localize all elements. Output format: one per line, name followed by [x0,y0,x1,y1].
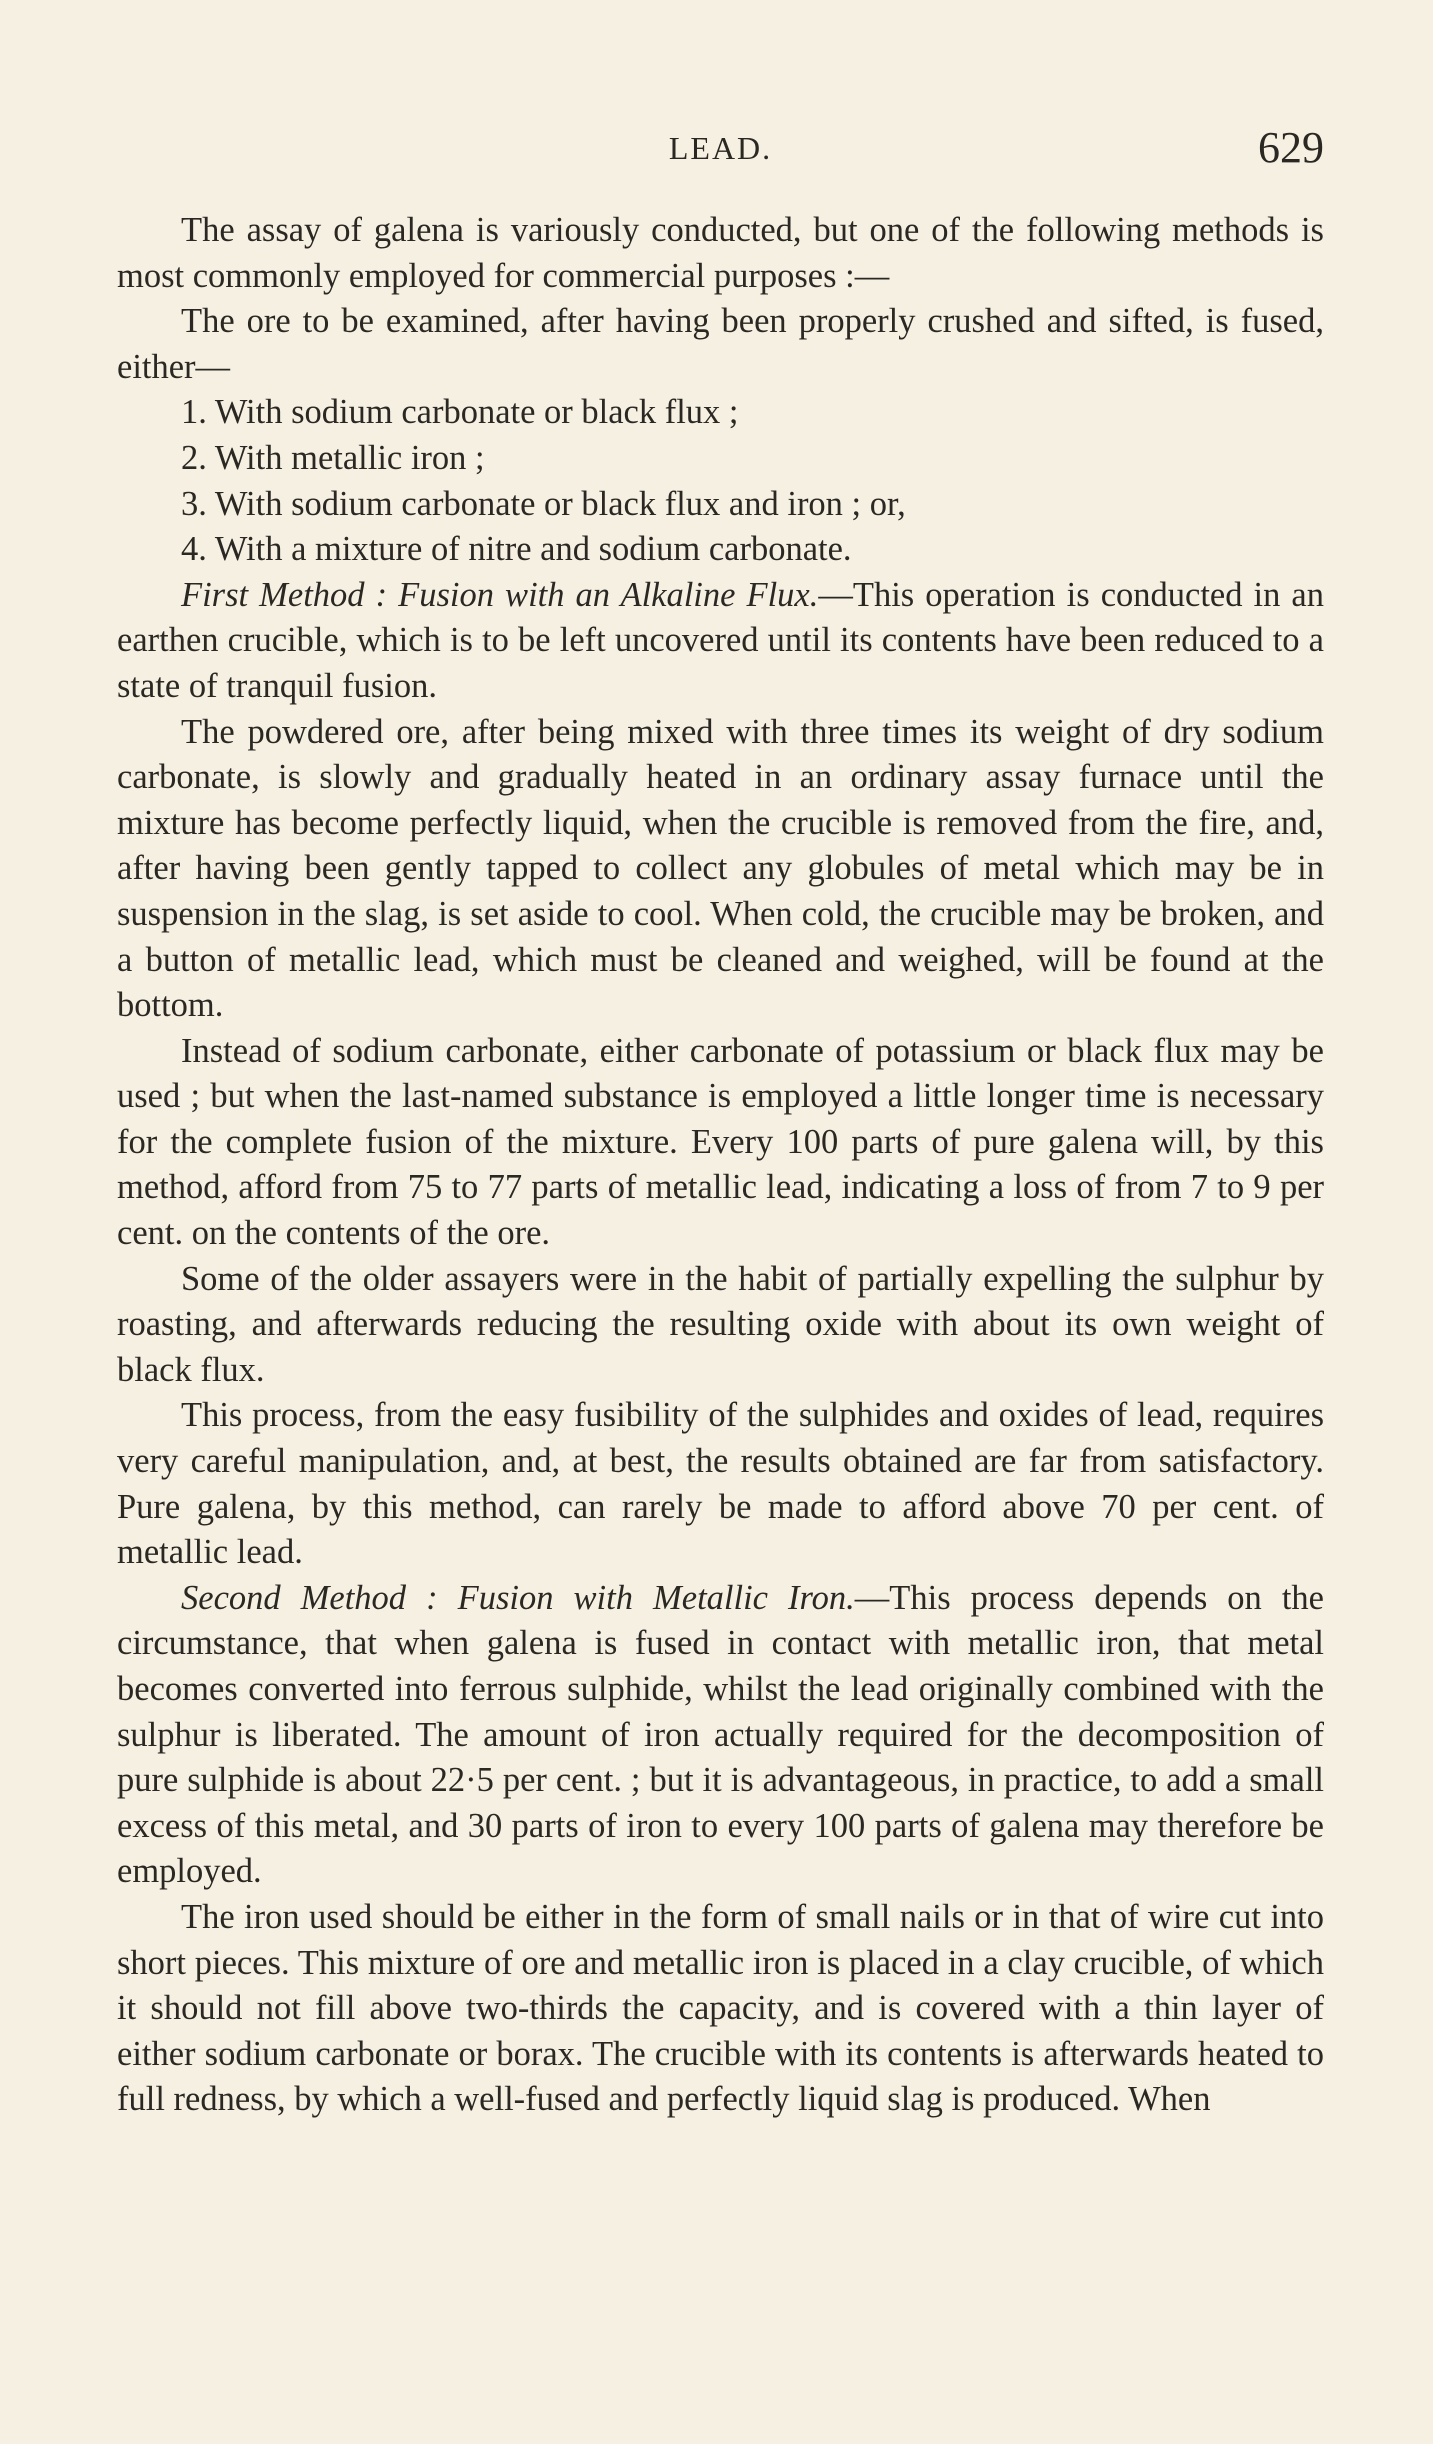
running-head: LEAD. [668,130,773,166]
paragraph [117,573,1324,710]
paragraph-text: —This operation is conducted in an earthen crucible, which is to be left uncovered until its contents have been reduced to a state of tranquil fusion. [117,575,1324,705]
list-item: 3. With sodium carbonate or black flux and iron ; or, [181,484,906,523]
page-header [117,123,1324,190]
paragraph [117,1576,1324,1895]
paragraph: Instead of sodium carbonate, either carbonate of potassium or black flux may be used ; but when the last-named substance is employed a little longer time is necessary for the complete fusion of the mixture. Every 100 parts of pure galena will, by this method, afford from 75 to 77 parts of metallic lead, indicating a loss of from 7 to 9 per cent. on the contents of the ore. [117,1031,1324,1253]
list-item: 1. With sodium carbonate or black flux ; [181,393,739,432]
paragraph: The powdered ore, after being mixed with three times its weight of dry sodium carbonate, is slowly and gradually heated in an ordinary assay furnace until the mixture has become perfectly liquid, when the crucible is removed from the fire, and, after having been gently tapped to collect any globules of metal which may be in suspension in the slag, is set aside to cool. When cold, the crucible may be broken, and a button of metallic lead, which must be cleaned and weighed, will be found at the bottom. [117,712,1324,1025]
paragraph: This process, from the easy fusibility of the sulphides and oxides of lead, requires very careful manipulation, and, at best, the results obtained are far from satisfactory. Pure galena, by this method, can rarely be made to afford above 70 per cent. of metallic lead. [117,1396,1324,1572]
list-item: 2. With metallic iron ; [181,438,485,477]
paragraph: The assay of galena is variously conducted, but one of the following methods is most commonly employed for commercial purposes :— [117,211,1324,295]
section-heading: Second Method : Fusion with Metallic Iron. [181,1578,855,1617]
page-number: 629 [1258,123,1324,172]
paragraph: The iron used should be either in the form of small nails or in that of wire cut into short pieces. This mixture of ore and metallic iron is placed in a clay crucible, of which it should not fill above two-thirds the capacity, and is covered with a thin layer of either sodium carbonate or borax. The crucible with its contents is afterwards heated to full redness, by which a well-fused and perfectly liquid slag is produced. When [117,1897,1324,2119]
body-text [117,208,1324,2123]
paragraph-text: —This process depends on the circumstance, that when galena is fused in contact with metallic iron, that metal becomes converted into ferrous sulphide, whilst the lead originally combined with the sulphur is liberated. The amount of iron actually required for the decomposition of pure sulphide is about 22·5 per cent. ; but it is advantageous, in practice, to add a small excess of this metal, and 30 parts of iron to every 100 parts of galena may therefore be employed. [117,1578,1324,1891]
section-heading: First Method : Fusion with an Alkaline Flux. [181,575,819,614]
paragraph: Some of the older assayers were in the habit of partially expelling the sulphur by roasting, and afterwards reducing the resulting oxide with about its own weight of black flux. [117,1259,1324,1389]
paragraph: The ore to be examined, after having been properly crushed and sifted, is fused, either— [117,302,1324,386]
list-item: 4. With a mixture of nitre and sodium carbonate. [181,530,852,569]
